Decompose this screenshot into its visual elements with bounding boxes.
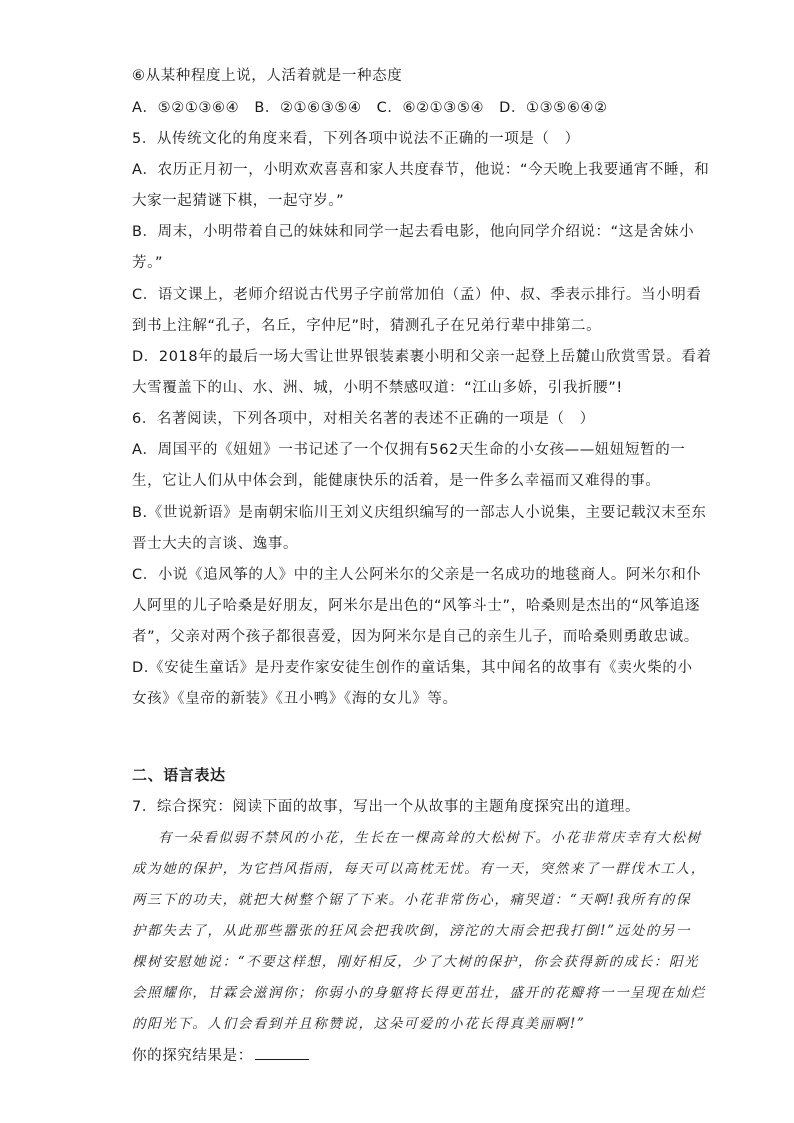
text-line: 生，它让人们从中体会到，能健康快乐的活着，是一件多么幸福而又难得的事。 — [132, 473, 661, 489]
text-line: A．周国平的《妞妞》一书记述了一个仅拥有562天生命的小女孩——妞妞短暂的一 — [132, 442, 686, 458]
question-5-stem: 5．从传统文化的角度来看，下列各项中说法不正确的一项是（ ） — [132, 131, 580, 147]
answer-prompt: 你的探究结果是： — [132, 1048, 253, 1064]
text-line: 女孩》《皇帝的新装》《丑小鸭》《海的女儿》等。 — [132, 691, 458, 707]
story-line: 棵树安慰她说：“不要这样想，刚好相反，少了大树的保护，你会获得新的成长：阳光 — [132, 954, 700, 970]
text-line: 到书上注解“孔子，名丘，字仲尼”时，猜测孔子在兄弟行辈中排第二。 — [132, 318, 602, 334]
text-line: 大雪覆盖下的山、水、洲、城，小明不禁感叹道：“江山多娇，引我折腰”! — [132, 380, 623, 396]
story-line: 有一朵看似弱不禁风的小花，生长在一棵高耸的大松树下。小花非常庆幸有大松树 — [158, 830, 702, 846]
text-line: C．语文课上，老师介绍说古代男子字前常加伯（孟）仲、叔、季表示排行。当小明看 — [132, 287, 702, 303]
text-line: A．农历正月初一，小明欢欢喜喜和家人共度春节，他说：“今天晚上我要通宵不睡，和 — [132, 162, 710, 178]
story-line: 两三下的功夫，就把大树整个锯了下来。小花非常伤心，痛哭道：“天啊!我所有的保 — [132, 892, 692, 908]
text-line: 人阿里的儿子哈桑是好朋友，阿米尔是出色的“风筝斗士”，哈桑则是杰出的“风筝追逐 — [132, 598, 700, 614]
text-line: D．2018年的最后一场大雪让世界银装素裹小明和父亲一起登上岳麓山欣赏雪景。看着 — [132, 349, 712, 365]
text-line: 晋士大夫的言谈、逸事。 — [132, 536, 299, 552]
story-line: 的阳光下。人们会看到并且称赞说，这朵可爱的小花长得真美丽啊!” — [132, 1016, 586, 1032]
answer-blank[interactable] — [255, 1045, 309, 1060]
question-6-stem: 6．名著阅读，下列各项中，对相关名著的表述不正确的一项是（ ） — [132, 411, 595, 427]
text-line: B．周末，小明带着自己的妹妹和同学一起去看电影，他向同学介绍说：“这是舍妹小 — [132, 224, 695, 240]
text-line: 芳。” — [132, 255, 164, 271]
story-line: 成为她的保护，为它挡风指雨，每天可以高枕无忧。有一天，突然来了一群伐木工人， — [132, 861, 706, 877]
story-line: 护都失去了，从此那些嚣张的狂风会把我吹倒，滂沱的大雨会把我打倒!”远处的另一 — [132, 923, 692, 939]
answer-row — [132, 1045, 309, 1066]
section-heading: 二、语言表达 — [132, 766, 226, 784]
question-4-options: A．⑤②①③⑥④ B．②①⑥③⑤④ C．⑥②①③⑤④ D．①③⑤⑥④② — [132, 100, 608, 116]
text-line: D.《安徒生童话》是丹麦作家安徒生创作的童话集，其中闻名的故事有《卖火柴的小 — [132, 660, 693, 676]
text-line: ⑥从某种程度上说，人活着就是一种态度 — [132, 68, 403, 84]
text-line: 大家一起猜谜下棋，一起守岁。” — [132, 193, 345, 209]
text-line: 者”，父亲对两个孩子都很喜爱，因为阿米尔是自己的亲生儿子，而哈桑则勇敢忠诚。 — [132, 629, 699, 645]
question-7-stem: 7．综合探究：阅读下面的故事，写出一个从故事的主题角度探究出的道理。 — [132, 799, 641, 815]
text-line: C．小说《追风筝的人》中的主人公阿米尔的父亲是一名成功的地毯商人。阿米尔和仆 — [132, 567, 702, 583]
text-line: B.《世说新语》是南朝宋临川王刘义庆组织编写的一部志人小说集，主要记载汉末至东 — [132, 505, 707, 521]
story-line: 会照耀你，甘霖会滋润你；你弱小的身躯将长得更茁壮，盛开的花瓣将一一呈现在灿烂 — [132, 985, 706, 1001]
